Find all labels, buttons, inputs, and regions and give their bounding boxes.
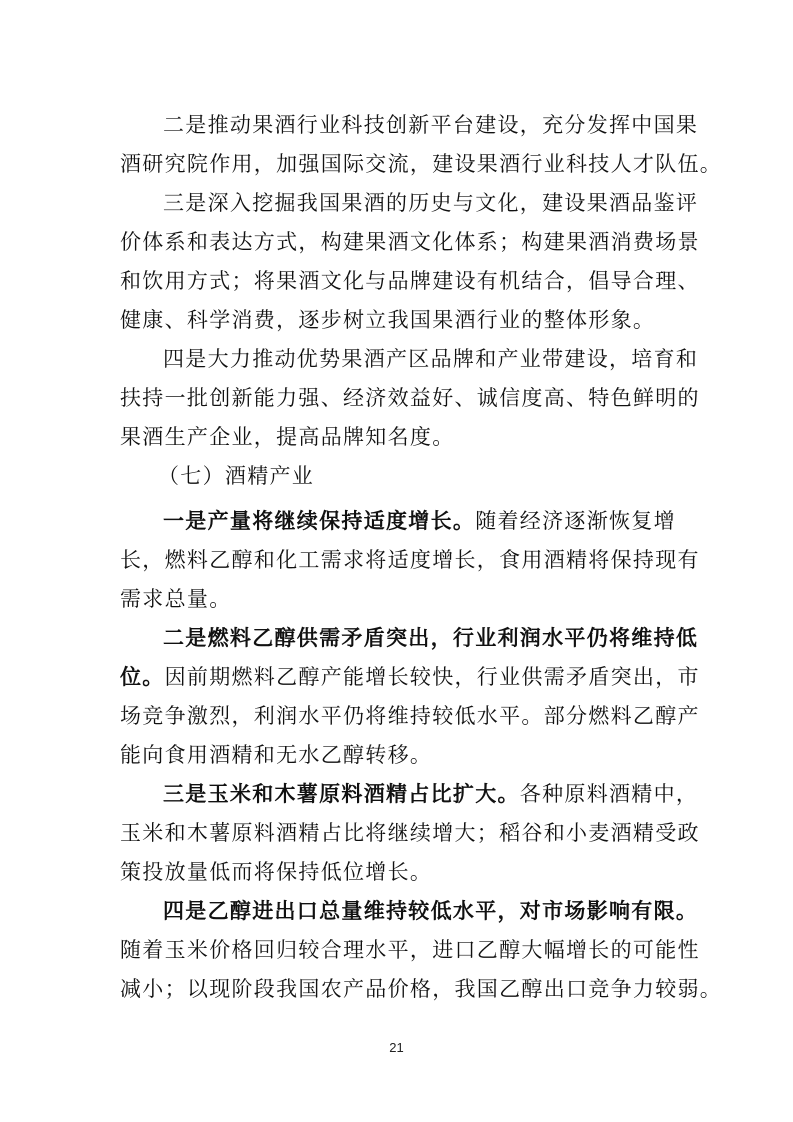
paragraph-line: 四是大力推动优势果酒产区品牌和产业带建设，培育和 <box>163 347 699 371</box>
paragraph-line: 果酒生产企业，提高品牌知名度。 <box>120 425 455 449</box>
paragraph-text: 各种原料酒精中， <box>519 782 699 806</box>
paragraph-line: 场竞争激烈，利润水平仍将维持较低水平。部分燃料乙醇产 <box>120 704 700 728</box>
page-number: 21 <box>389 1040 404 1055</box>
paragraph-line: 长，燃料乙醇和化工需求将适度增长，食用酒精将保持现有 <box>120 548 700 572</box>
key-point-text: 二是燃料乙醇供需矛盾突出，行业利润水平仍将维持低 <box>163 625 699 650</box>
paragraph-line: 扶持一批创新能力强、经济效益好、诚信度高、特色鲜明的 <box>120 386 700 410</box>
key-point-text: 一是产量将继续保持适度增长。 <box>163 508 476 533</box>
key-point-text: 三是玉米和木薯原料酒精占比扩大。 <box>163 781 520 806</box>
paragraph-line: 酒研究院作用，加强国际交流，建设果酒行业科技人才队伍。 <box>120 152 723 176</box>
paragraph-line: 策投放量低而将保持低位增长。 <box>120 860 433 884</box>
paragraph-line: 随着玉米价格回归较合理水平，进口乙醇大幅增长的可能性 <box>120 938 700 962</box>
paragraph-line: 需求总量。 <box>120 587 232 611</box>
paragraph-line: 健康、科学消费，逐步树立我国果酒行业的整体形象。 <box>120 308 656 332</box>
key-point-text: 四是乙醇进出口总量维持较低水平，对市场影响有限。 <box>163 898 699 923</box>
paragraph-text: 随着经济逐渐恢复增 <box>475 509 676 533</box>
paragraph-text: 因前期燃料乙醇产能增长较快，行业供需矛盾突出，市 <box>164 665 700 689</box>
paragraph-line: 玉米和木薯原料酒精占比将继续增大；稻谷和小麦酒精受政 <box>120 821 700 845</box>
paragraph-line: 和饮用方式；将果酒文化与品牌建设有机结合，倡导合理、 <box>120 269 700 293</box>
paragraph-line <box>163 508 676 534</box>
section-heading: （七）酒精产业 <box>158 464 315 488</box>
key-point-text: 位。 <box>120 664 165 689</box>
paragraph-line: 二是推动果酒行业科技创新平台建设，充分发挥中国果 <box>163 113 699 137</box>
paragraph-line: 能向食用酒精和无水乙醇转移。 <box>120 743 433 767</box>
paragraph-line: 价体系和表达方式，构建果酒文化体系；构建果酒消费场景 <box>120 230 700 254</box>
paragraph-line: 三是深入挖掘我国果酒的历史与文化，建设果酒品鉴评 <box>163 191 699 215</box>
paragraph-line <box>163 781 698 807</box>
paragraph-line: 减小；以现阶段我国农产品价格，我国乙醇出口竞争力较弱。 <box>120 977 723 1001</box>
paragraph-line <box>120 664 700 690</box>
